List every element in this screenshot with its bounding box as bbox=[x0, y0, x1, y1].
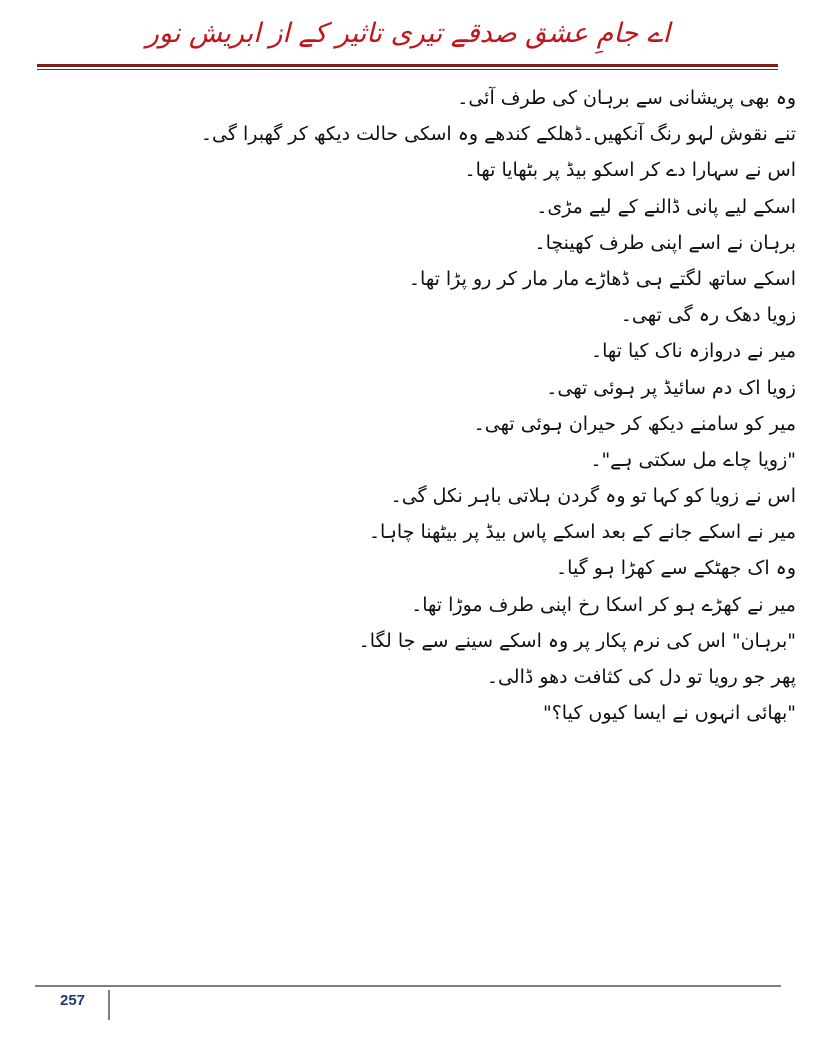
text-line: برہان نے اسے اپنی طرف کھینچا۔ bbox=[534, 231, 796, 254]
footer-divider bbox=[108, 990, 110, 1020]
text-line: وہ اک جھٹکے سے کھڑا ہو گیا۔ bbox=[556, 557, 796, 580]
text-line: میر نے دروازہ ناک کیا تھا۔ bbox=[590, 340, 796, 363]
text-line: میر نے کھڑے ہو کر اسکا رخ اپنی طرف موڑا تھا۔ bbox=[411, 593, 796, 616]
page-number: 257 bbox=[60, 992, 86, 1009]
text-line: پھر جو رویا تو دل کی کثافت دھو ڈالی۔ bbox=[486, 666, 796, 688]
text-line: تنے نقوش لہو رنگ آنکھیں۔ڈھلکے کندھے وہ اسکی حالت دیکھ کر گھبرا گی۔ bbox=[200, 123, 796, 146]
story-text bbox=[56, 80, 796, 731]
text-line: اسکے لیے پانی ڈالنے کے لیے مڑی۔ bbox=[536, 195, 796, 218]
header-rule-thin bbox=[37, 69, 778, 70]
text-line: میر نے اسکے جانے کے بعد اسکے پاس بیڈ پر بیٹھنا چاہا۔ bbox=[368, 521, 796, 544]
text-line: اس نے سہارا دے کر اسکو بیڈ پر بٹھایا تھا۔ bbox=[464, 159, 796, 182]
text-line: زویا اک دم سائیڈ پر ہوئی تھی۔ bbox=[546, 376, 796, 399]
header-title: اے جامِ عشق صدقے تیری تاثیر کے از ابریش نور bbox=[145, 18, 671, 49]
text-line: "برہان" اس کی نرم پکار پر وہ اسکے سینے سے جا لگا۔ bbox=[358, 629, 796, 652]
text-line: زویا دھک رہ گی تھی۔ bbox=[620, 304, 796, 327]
text-line: میر کو سامنے دیکھ کر حیران ہوئی تھی۔ bbox=[473, 412, 796, 435]
text-line: "بھائی انہوں نے ایسا کیوں کیا؟" bbox=[542, 702, 796, 725]
text-line: "زویا چاے مل سکتی ہے"۔ bbox=[590, 448, 796, 471]
header-rule bbox=[37, 64, 778, 67]
text-line: اس نے زویا کو کہا تو وہ گردن ہلاتی باہر نکل گی۔ bbox=[390, 485, 796, 508]
footer-rule bbox=[35, 985, 781, 987]
text-line: اسکے ساتھ لگتے ہی ڈھاڑے مار مار کر رو پڑا تھا۔ bbox=[408, 267, 796, 290]
text-line: وہ بھی پریشانی سے برہان کی طرف آئی۔ bbox=[457, 87, 796, 109]
